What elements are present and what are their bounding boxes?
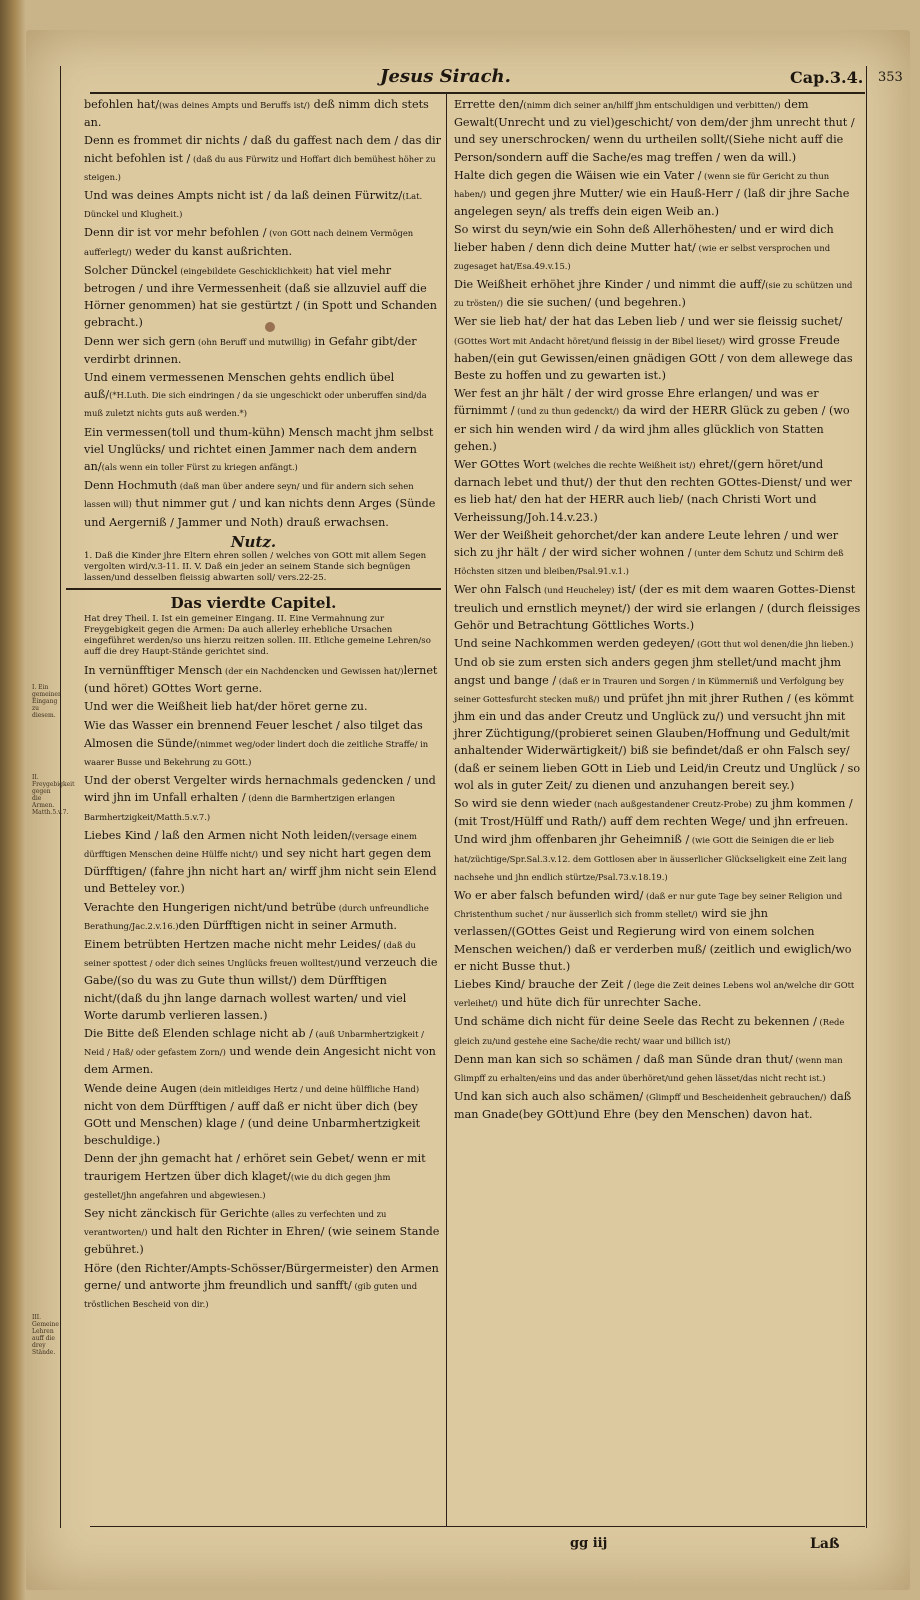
verse-text: befohlen hat/ <box>84 98 159 111</box>
verse <box>66 827 441 898</box>
verse-text: So wirst du seyn/wie ein Sohn deß Allerhöhesten/ und er wird dich lieber haben / denn dich deine Mutter hat/ <box>454 223 834 254</box>
verse <box>66 333 441 368</box>
verse <box>66 662 441 697</box>
verse-gloss: (daß er nur gute Tage bey seiner Religion und Christenthum suchet / nur äusserlich sich fromm stellet/) <box>454 890 843 920</box>
verse <box>452 96 862 166</box>
book-spine <box>0 0 26 1600</box>
verse-text: Wer GOttes Wort <box>454 458 551 472</box>
verse-text-continued: und wende dein Angesicht nicht von dem Armen. <box>84 1045 436 1077</box>
verse-text: Und der oberst Vergelter wirds hernachmals gedencken / und wird jhn im Unfall erhalten / <box>84 774 436 805</box>
signature-mark: gg iij <box>570 1536 608 1551</box>
verse-text: Denn es frommet dir nichts / daß du gaffest nach dem / das dir nicht befohlen ist / <box>84 134 441 165</box>
verse-gloss: (als wenn ein toller Fürst zu kriegen anfängt.) <box>101 462 298 473</box>
verse-text-continued: deß nimm dich stets an. <box>84 98 429 130</box>
verse-gloss: (und Heucheley) <box>541 585 615 596</box>
verse <box>452 635 862 653</box>
verse <box>66 187 441 223</box>
verse-gloss: (gib guten und tröstlichen Bescheid von dir.) <box>84 1280 418 1309</box>
verse-gloss: (sie zu schützen und zu trösten/) <box>454 280 853 309</box>
verse-text: Halte dich gegen die Wäisen wie ein Vater / <box>454 168 702 182</box>
verse-text-continued: dem Gewalt(Unrecht und zu viel)geschicht/ von dem/der jhm unrecht thut / und sey unerschrocken/ wenn du urtheilen sollt/(Siehe nicht auff die Person/sondern auff die Sache/es mag treffen / wen da will.) <box>454 98 855 164</box>
verse <box>452 1051 862 1087</box>
verse-gloss: (daß du aus Fürwitz und Hoffart dich bemühest höher zu steigen.) <box>84 153 436 182</box>
verse <box>452 527 862 581</box>
verse-text-continued: und prüfet jhn mit jhrer Ruthen / (es kömmt jhm ein und das ander Creutz und Unglück zu/) und versucht jhn mit jhrer Züchtigung/(probieret seinen Glauben/Hoffnung und Gedult/mit anhaltender Widerwärtigkeit/) biß sie befindet/daß er ohn Falsch sey/ (daß er seinem lieben GOtt in Lieb und Leid/in Creutz und Unglück / so wol als in guter Zeit/ zu dienen und anzuhangen bereit sey.) <box>454 691 861 792</box>
verse-text-continued: und verzeuch die Gabe/(so du was zu Gute thun willst/) dem Dürfftigen nicht/(daß du jhn lange darnach wollest warten/ und viel Worte darumb verlieren lassen.) <box>84 956 438 1022</box>
verse-gloss: (Glimpff und Bescheidenheit gebrauchen/) <box>643 1092 827 1103</box>
verse-text: Und wer die Weißheit lieb hat/der höret gerne zu. <box>84 700 368 714</box>
verse-gloss: (*H.Luth. Die sich eindringen / da sie ungeschickt oder unberuffen sind/da muß zuletzt nichts guts auß werden.*) <box>84 390 427 419</box>
footer-rule <box>90 1526 865 1527</box>
verse-text: Denn wer sich gern <box>84 334 196 348</box>
verse-text: Höre (den Richter/Ampts-Schösser/Bürgermeister) den Armen gerne/ und antworte jhm freundlich und sanfft/ <box>84 1261 439 1292</box>
verse-text: Die Weißheit erhöhet jhre Kinder / und nimmt die auff/ <box>454 278 766 292</box>
verse-text-continued: und halt den Richter in Ehren/ (wie seinem Stande gebühret.) <box>84 1225 440 1257</box>
verse-gloss: (wie du dich gegen jhm gestellet/jhn angefahren und abgewiesen.) <box>84 1171 391 1200</box>
verse-gloss: (wie GOtt die Seinigen die er lieb hat/züchtige/Spr.Sal.3.v.12. dem Gottlosen aber in äusserlicher Glückseligkeit eine Zeit lang nachsehe und jhn endlich stürtze/Psal.73.v.18.19.) <box>454 835 847 882</box>
verse-text: Denn dir ist vor mehr befohlen / <box>84 226 267 240</box>
verse-gloss: (wenn man Glimpff zu erhalten/eins und das ander überhöret/und gehen lässet/das nicht recht ist.) <box>454 1054 843 1083</box>
verse-gloss: (eingebildete Geschicklichkeit) <box>177 265 313 276</box>
nutz-heading: Nutz. <box>230 532 277 551</box>
verse-text: Liebes Kind / laß den Armen nicht Noth leiden/ <box>84 828 352 842</box>
margin-note: II. Freygebigkeit gegen die Armen. Matth.5.v.7. <box>32 774 75 816</box>
column-separator <box>446 94 447 1526</box>
catchword: Laß <box>810 1536 840 1552</box>
header-rule <box>90 92 865 94</box>
verse-gloss: (denn die Barmhertzigen erlangen Barmhertzigkeit/Matth.5.v.7.) <box>84 793 395 822</box>
verse-gloss: (daß er in Trauren und Sorgen / in Kümmerniß und Verfolgung bey seiner Gottesfurcht stecken muß/) <box>454 675 844 704</box>
verse <box>452 831 862 886</box>
verse-gloss: (nach außgestandener Creutz-Probe) <box>591 798 752 809</box>
verse <box>66 132 441 186</box>
verse-text-continued: und gegen jhre Mutter/ wie ein Hauß-Herr / (laß dir jhre Sache angelegen seyn/ als treffs dein eigen Weib an.) <box>454 187 850 219</box>
verse-gloss: (auß Unbarmhertzigkeit / Neid / Haß/ oder gefastem Zorn/) <box>84 1028 424 1058</box>
nutz-text: 1. Daß die Kinder jhre Eltern ehren sollen / welches von GOtt mit allem Segen vergolten wird/v.3-11. II. V. Daß ein jeder an seinem Stande sich begnügen lassen/und desselben fleissig abwarten soll/ vers.22-25. <box>84 550 427 583</box>
verse-text: Wer fest an jhr hält / der wird grosse Ehre erlangen/ und was er fürnimmt / <box>454 387 819 418</box>
verse-text: Und was deines Ampts nicht ist / da laß deinen Fürwitz/ <box>84 189 403 203</box>
verse <box>452 581 862 634</box>
verse <box>66 899 441 935</box>
verse-text-continued: zu jhm kommen / (mit Trost/Hülff und Rath/) auff dem rechten Wege/ und jhn erfreuen. <box>454 796 853 829</box>
verse-gloss: (daß du seiner spottest / oder dich seines Unglücks freuen wolltest/) <box>84 939 416 969</box>
chapter-reference: Cap.3.4. <box>790 68 864 87</box>
verse-gloss: (GOtt thut wol denen/die jhn lieben.) <box>694 639 854 650</box>
verse-gloss: (der ein Nachdencken und Gewissen hat/) <box>222 665 404 676</box>
verse-text: Wo er aber falsch befunden wird/ <box>454 888 644 902</box>
verse-text: Verachte den Hungerigen nicht/und betrübe <box>84 900 337 914</box>
verse <box>66 772 441 826</box>
frame-right-rule <box>866 66 867 1528</box>
verse-text-continued: ehret/(gern höret/und darnach lebet und thut/) der thut den rechten GOttes-Dienst/ und wer es lieb hat/ den hat der HERR auch lieb/ (nach Christi Wort und Verheissung/Joh.14.v.23.) <box>454 458 852 524</box>
verse <box>452 1088 862 1123</box>
verse-text: Wer sie lieb hat/ der hat das Leben lieb / und wer sie fleissig suchet/ <box>454 315 843 329</box>
verse-text: Solcher Dünckel <box>84 263 178 277</box>
verse-text-continued: den Dürfftigen nicht in seiner Armuth. <box>178 918 397 932</box>
verse-gloss: (daß man über andere seyn/ und für andern sich sehen lassen will) <box>84 481 414 510</box>
verse-gloss: (nimm dich seiner an/hilff jhm entschuldigen und verbitten/) <box>523 100 781 110</box>
verse-text-continued: die sie suchen/ (und begehren.) <box>502 296 686 310</box>
verse-gloss: (durch unfreundliche Berathung/Jac.2.v.16.) <box>84 902 429 931</box>
verse <box>66 96 441 131</box>
margin-note: III. Gemeine Lehren auff die drey Stände. <box>32 1314 59 1356</box>
verse-text-continued: da wird der HERR Glück zu geben / (wo er sich hin wenden wird / da wird jhm alles glücklich von Statten gehen.) <box>454 404 850 453</box>
verse-text: Und kan sich auch also schämen/ <box>454 1090 644 1104</box>
verse <box>452 1013 862 1049</box>
verse-text-continued: wird grosse Freude haben/(ein gut Gewissen/einen gnädigen GOtt / von dem allewege das Beste zu hoffen und zu gewarten ist.) <box>454 333 853 383</box>
verse-text: Einem betrübten Hertzen mache nicht mehr Leides/ <box>84 937 381 951</box>
verse-text: Und schäme dich nicht für deine Seele das Recht zu bekennen / <box>454 1015 817 1029</box>
verse-gloss: (unter dem Schutz und Schirm deß Höchsten sitzen und bleiben/Psal.91.v.1.) <box>454 548 844 577</box>
verse <box>452 456 862 526</box>
verse-text-continued: thut nimmer gut / und kan nichts denn Arges (Sünde und Aergerniß / Jammer und Noth) drauß erwachsen. <box>84 497 436 529</box>
verse-text: Wer der Weißheit gehorchet/der kan andere Leute lehren / und wer sich zu jhr hält / der wird sicher wohnen / <box>454 528 839 560</box>
verse-text: Errette den/ <box>454 98 524 111</box>
verse <box>66 262 441 332</box>
margin-note: I. Ein gemeiner Eingang zu diesem. <box>32 684 61 719</box>
verse-text: Die Bitte deß Elenden schlage nicht ab / <box>84 1026 313 1040</box>
verse <box>66 424 441 477</box>
verse-text: Ein vermessen(toll und thum-kühn) Mensch macht jhm selbst viel Unglücks/ und richtet einen Jammer nach dem andern an/ <box>84 425 434 474</box>
margin-notes <box>32 94 75 1524</box>
verse-text: Wie das Wasser ein brennend Feuer leschet / also tilget das Almosen die Sünde/ <box>84 719 423 750</box>
verse-text: Wer ohn Falsch <box>454 583 542 597</box>
verse-text-continued: wird sie jhn verlassen/(GOttes Geist und Regierung wird von einem solchen Menschen weichen/) daß er verderben muß/ (zeitlich und ewiglich/wo er nicht Busse thut.) <box>454 907 852 973</box>
left-column <box>66 96 441 1524</box>
verse-gloss: (was deines Ampts und Beruffs ist/) <box>158 100 311 110</box>
verse-text: Denn der jhn gemacht hat / erhöret sein Gebet/ wenn er mit traurigem Hertzen über dich klaget/ <box>84 1152 426 1183</box>
verse-text: Und einem vermessenen Menschen gehts endlich übel auß/ <box>84 371 395 402</box>
verse <box>66 717 441 771</box>
running-header <box>90 64 903 92</box>
verse-gloss: (von GOtt nach deinem Vermögen aufferlegt/) <box>84 228 414 257</box>
verse <box>452 276 862 312</box>
verse-gloss: (alles zu verfechten und zu verantworten/) <box>84 1208 387 1238</box>
verse <box>452 976 862 1012</box>
verse-gloss: (Lat. Dünckel und Klugheit.) <box>84 191 423 220</box>
verse-text: In vernünfftiger Mensch <box>84 663 223 677</box>
verse <box>66 936 441 1024</box>
verse <box>66 1025 441 1079</box>
chapter-rule <box>66 588 441 590</box>
verse-text: Denn man kan sich so schämen / daß man Sünde dran thut/ <box>454 1052 793 1066</box>
verse-text-continued: nicht von dem Dürfftigen / auff daß er nicht über dich (bey GOtt und Menschen) klage / (und deine Unbarmhertzigkeit beschuldige.) <box>84 1099 421 1148</box>
verse-gloss: (wie er selbst versprochen und zugesaget hat/Esa.49.v.15.) <box>454 242 831 271</box>
verse-text: Sey nicht zänckisch für Gerichte <box>84 1206 269 1220</box>
verse <box>66 698 441 716</box>
verse-text: Und wird jhm offenbaren jhr Geheimniß / <box>454 833 690 847</box>
verse-text-continued: ist/ (der es mit dem waaren Gottes-Dienst treulich und ernstlich meynet/) der wird sie erlangen / (durch fleissiges Gehör und Betrachtung Göttliches Worts.) <box>454 583 861 632</box>
verse-gloss: (Rede gleich zu/und gestehe eine Sache/die recht/ waar und billich ist/) <box>454 1017 845 1046</box>
verse <box>66 1080 441 1150</box>
page-number: 353 <box>878 70 903 85</box>
verse-gloss: (lege die Zeit deines Lebens wol an/welche dir GOtt verleihet/) <box>454 979 855 1009</box>
verse-gloss: (wenn sie für Gericht zu thun haben/) <box>454 170 830 200</box>
verse <box>452 654 862 794</box>
verse-text: Und ob sie zum ersten sich anders gegen jhm stellet/und macht jhm angst und bange / <box>454 656 842 687</box>
verse <box>66 477 441 531</box>
verse-text: Wende deine Augen <box>84 1081 197 1095</box>
verse <box>66 224 441 260</box>
verse <box>452 385 862 455</box>
verse <box>452 887 862 975</box>
verse-text-continued: hat viel mehr betrogen / und ihre Vermessenheit (daß sie allzuviel auff die Hörner genommen) hat sie gestürtzt / (in Spott und Schanden gebracht.) <box>84 263 437 330</box>
verse <box>452 221 862 275</box>
book-title: Jesus Sirach. <box>380 66 511 87</box>
right-column <box>452 96 862 1524</box>
verse-text: Denn Hochmuth <box>84 479 178 493</box>
verse-text: Und seine Nachkommen werden gedeyen/ <box>454 637 695 651</box>
verse-gloss: (und zu thun gedenckt/) <box>514 406 620 417</box>
verse-gloss: (ohn Beruff und mutwillig) <box>195 336 311 347</box>
verse-text-continued: daß man Gnade(bey GOtt)und Ehre (bey den Menschen) davon hat. <box>454 1090 852 1122</box>
verse-gloss: (nimmet weg/oder lindert doch die zeitliche Straffe/ in waarer Busse und Bekehrung zu GOtt.) <box>84 738 429 767</box>
chapter-summary: Hat drey Theil. I. Ist ein gemeiner Eingang. II. Eine Vermahnung zur Freygebigkeit gegen die Armen: Da auch allerley erhebliche Ursachen eingeführet werden/so uns hierzu reitzen sollen. III. Etliche gemeine Lehren/so auff die drey Haupt-Stände gerichtet sind. <box>84 613 431 657</box>
verse <box>452 313 862 384</box>
chapter-heading: Das vierdte Capitel. <box>170 593 337 612</box>
verse-text-continued: lernet (und höret) GOttes Wort gerne. <box>84 663 438 696</box>
verse-text-continued: in Gefahr gibt/der verdirbt drinnen. <box>84 334 417 366</box>
verse <box>452 167 862 221</box>
verse-text: Liebes Kind/ brauche der Zeit / <box>454 977 631 991</box>
verse <box>66 1260 441 1314</box>
verse-text: So wird sie denn wieder <box>454 796 592 810</box>
verse <box>66 1150 441 1204</box>
verse-gloss: (welches die rechte Weißheit ist/) <box>550 460 696 471</box>
verse-gloss: (GOttes Wort mit Andacht höret/und fleissig in der Bibel lieset/) <box>454 335 726 346</box>
verse-text-continued: weder du kanst außrichten. <box>131 244 293 258</box>
verse <box>66 369 441 423</box>
verse <box>66 1205 441 1259</box>
verse-text-continued: und hüte dich für unrechter Sache. <box>497 996 702 1010</box>
verse-gloss: (versage einem dürfftigen Menschen deine Hülffe nicht/) <box>84 830 417 859</box>
verse-text-continued: und sey nicht hart gegen dem Dürfftigen/ (fahre jhn nicht hart an/ wirff jhm nicht sein Elend und Betteley vor.) <box>84 846 437 896</box>
verse-gloss: (dein mitleidiges Hertz / und deine hülffliche Hand) <box>196 1083 420 1094</box>
verse <box>452 795 862 830</box>
